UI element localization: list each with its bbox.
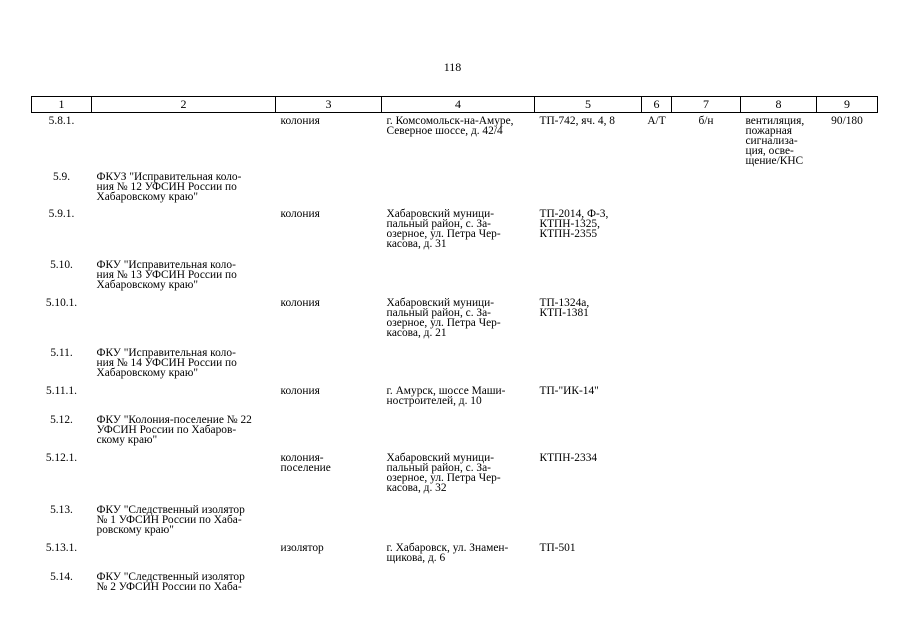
column-8-value bbox=[741, 209, 817, 260]
column-9-value bbox=[817, 572, 878, 598]
object-address: г. Хабаровск, ул. Знамен- щикова, д. 6 bbox=[386, 541, 509, 564]
object-type bbox=[276, 348, 382, 386]
row-number: 5.13. bbox=[50, 503, 73, 516]
transformer-substation bbox=[535, 572, 642, 598]
column-6-value bbox=[642, 543, 672, 572]
column-9-value bbox=[817, 260, 878, 298]
object-address bbox=[382, 572, 535, 598]
header-col-8: 8 bbox=[741, 97, 817, 113]
column-7-value bbox=[672, 415, 741, 453]
table-row bbox=[32, 505, 878, 543]
object-type: колония bbox=[280, 115, 320, 127]
column-7-value bbox=[672, 386, 741, 415]
object-address bbox=[382, 348, 535, 386]
column-7-value bbox=[672, 172, 741, 209]
column-6-value: А/Т bbox=[647, 115, 666, 127]
row-number: 5.12. bbox=[50, 413, 73, 426]
transformer-substation bbox=[535, 260, 642, 298]
object-type bbox=[276, 505, 382, 543]
header-col-9: 9 bbox=[817, 97, 878, 113]
table-row bbox=[32, 113, 878, 172]
column-7-value bbox=[672, 209, 741, 260]
column-8-value bbox=[741, 348, 817, 386]
column-7-value bbox=[672, 505, 741, 543]
header-col-6: 6 bbox=[642, 97, 672, 113]
column-9-value bbox=[817, 543, 878, 572]
table-header bbox=[32, 97, 878, 113]
table-row bbox=[32, 572, 878, 598]
column-6-value bbox=[642, 260, 672, 298]
table-row bbox=[32, 348, 878, 386]
organization-name bbox=[92, 453, 276, 505]
column-8-value bbox=[741, 572, 817, 598]
object-type bbox=[276, 572, 382, 598]
object-address bbox=[382, 415, 535, 453]
transformer-substation bbox=[535, 415, 642, 453]
object-address bbox=[382, 172, 535, 209]
object-address bbox=[382, 505, 535, 543]
column-9-value bbox=[817, 453, 878, 505]
column-6-value bbox=[642, 505, 672, 543]
organization-name bbox=[92, 543, 276, 572]
column-8-value bbox=[741, 260, 817, 298]
column-6-value bbox=[642, 453, 672, 505]
object-address: Хабаровский муници- пальный район, с. За- озерное, ул. Петра Чер- касова, д. 21 bbox=[386, 296, 501, 339]
column-9-value bbox=[817, 386, 878, 415]
table-row bbox=[32, 172, 878, 209]
column-9-value bbox=[817, 298, 878, 348]
column-6-value bbox=[642, 386, 672, 415]
column-6-value bbox=[642, 348, 672, 386]
header-col-2: 2 bbox=[92, 97, 276, 113]
object-type: изолятор bbox=[280, 541, 324, 554]
table-row bbox=[32, 453, 878, 505]
object-address: Хабаровский муници- пальный район, с. За- озерное, ул. Петра Чер- касова, д. 31 bbox=[386, 207, 501, 250]
header-row bbox=[32, 97, 878, 113]
table-row bbox=[32, 260, 878, 298]
transformer-substation: КТПН-2334 bbox=[539, 451, 598, 464]
table-row bbox=[32, 386, 878, 415]
transformer-substation: ТП-2014, Ф-3, КТПН-1325, КТПН-2355 bbox=[539, 207, 609, 240]
column-6-value bbox=[642, 415, 672, 453]
document-table bbox=[31, 96, 878, 598]
organization-name: ФКУЗ "Исправительная коло- ния № 12 УФСИН России по Хабаровскому краю" bbox=[96, 170, 242, 203]
header-col-5: 5 bbox=[535, 97, 642, 113]
object-type: колония bbox=[280, 207, 320, 220]
column-9-value: 90/180 bbox=[831, 115, 863, 127]
transformer-substation bbox=[535, 505, 642, 543]
object-type: колония bbox=[280, 296, 320, 309]
column-7-value bbox=[672, 543, 741, 572]
object-address: Хабаровский муници- пальный район, с. За- озерное, ул. Петра Чер- касова, д. 32 bbox=[386, 451, 501, 494]
column-7-value bbox=[672, 298, 741, 348]
header-col-4: 4 bbox=[382, 97, 535, 113]
table-row bbox=[32, 543, 878, 572]
organization-name: ФКУ "Колония-поселение № 22 УФСИН России по Хабаров- скому краю" bbox=[96, 413, 252, 446]
object-address bbox=[382, 260, 535, 298]
row-number: 5.9. bbox=[52, 170, 71, 183]
column-8-value bbox=[741, 298, 817, 348]
object-type: колония bbox=[280, 384, 320, 397]
column-8-value bbox=[741, 505, 817, 543]
column-7-value bbox=[672, 348, 741, 386]
organization-name bbox=[92, 209, 276, 260]
column-9-value bbox=[817, 172, 878, 209]
table-row bbox=[32, 209, 878, 260]
column-9-value bbox=[817, 415, 878, 453]
header-col-1: 1 bbox=[32, 97, 92, 113]
organization-name: ФКУ "Следственный изолятор № 2 УФСИН России по Хаба- bbox=[96, 570, 245, 593]
table-row bbox=[32, 298, 878, 348]
row-number: 5.8.1. bbox=[48, 115, 75, 127]
table-body bbox=[32, 113, 878, 598]
column-7-value bbox=[672, 572, 741, 598]
row-number: 5.13.1. bbox=[45, 541, 78, 554]
page-number: 118 bbox=[443, 60, 462, 74]
column-8-value bbox=[741, 172, 817, 209]
column-6-value bbox=[642, 172, 672, 209]
organization-name bbox=[92, 298, 276, 348]
transformer-substation: ТП-501 bbox=[539, 541, 576, 554]
column-7-value: б/н bbox=[698, 115, 714, 127]
column-8-value: вентиляция, пожарная сигнализа- ция, осве- щение/КНС bbox=[745, 115, 805, 167]
column-8-value bbox=[741, 386, 817, 415]
row-number: 5.10. bbox=[50, 258, 73, 271]
row-number: 5.11. bbox=[50, 346, 73, 359]
row-number: 5.9.1. bbox=[48, 207, 75, 220]
table-row bbox=[32, 415, 878, 453]
column-6-value bbox=[642, 298, 672, 348]
organization-name: ФКУ "Исправительная коло- ния № 13 УФСИН России по Хабаровскому краю" bbox=[96, 258, 237, 291]
object-type bbox=[276, 172, 382, 209]
column-6-value bbox=[642, 572, 672, 598]
object-type bbox=[276, 415, 382, 453]
header-col-7: 7 bbox=[672, 97, 741, 113]
object-address: г. Комсомольск-на-Амуре, Северное шоссе, д. 42/4 bbox=[386, 115, 514, 137]
organization-name: ФКУ "Следственный изолятор № 1 УФСИН России по Хаба- ровскому краю" bbox=[96, 503, 245, 536]
column-9-value bbox=[817, 505, 878, 543]
transformer-substation: ТП-"ИК-14" bbox=[539, 384, 599, 397]
object-type: колония- поселение bbox=[280, 451, 331, 474]
column-9-value bbox=[817, 348, 878, 386]
organization-name bbox=[92, 113, 276, 172]
column-7-value bbox=[672, 453, 741, 505]
object-address: г. Амурск, шоссе Маши- ностроителей, д. 10 bbox=[386, 384, 506, 407]
column-7-value bbox=[672, 260, 741, 298]
row-number: 5.10.1. bbox=[45, 296, 78, 309]
column-8-value bbox=[741, 543, 817, 572]
organization-name bbox=[92, 386, 276, 415]
transformer-substation: ТП-1324а, КТП-1381 bbox=[539, 296, 590, 319]
object-type bbox=[276, 260, 382, 298]
transformer-substation: ТП-742, яч. 4, 8 bbox=[539, 115, 616, 127]
column-8-value bbox=[741, 453, 817, 505]
row-number: 5.14. bbox=[50, 570, 73, 583]
organization-name: ФКУ "Исправительная коло- ния № 14 УФСИН России по Хабаровскому краю" bbox=[96, 346, 237, 379]
row-number: 5.12.1. bbox=[45, 451, 78, 464]
row-number: 5.11.1. bbox=[46, 384, 77, 397]
header-col-3: 3 bbox=[276, 97, 382, 113]
column-9-value bbox=[817, 209, 878, 260]
column-8-value bbox=[741, 415, 817, 453]
column-6-value bbox=[642, 209, 672, 260]
transformer-substation bbox=[535, 348, 642, 386]
transformer-substation bbox=[535, 172, 642, 209]
